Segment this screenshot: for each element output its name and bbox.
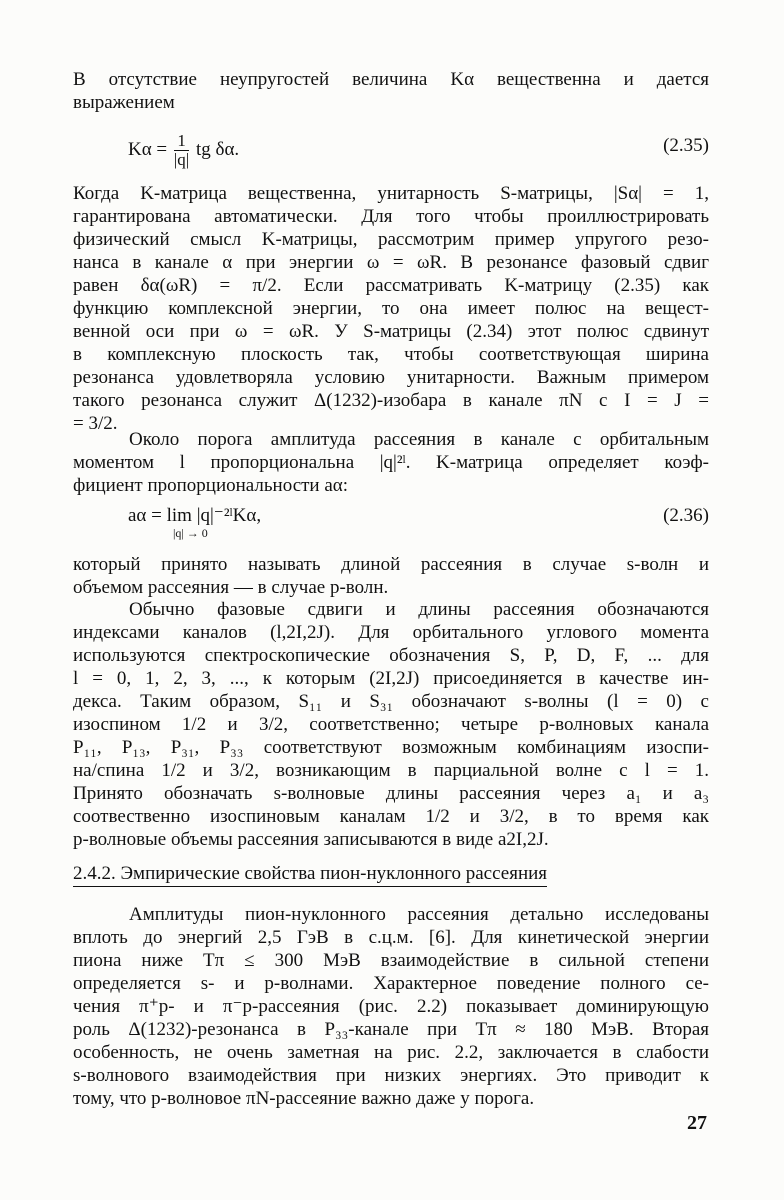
equation-body: aα = lim |q|⁻²ˡKα,: [128, 505, 262, 526]
text-line: нанса в канале α при энергии ω = ωR. В резонансе фазовый сдвиг: [73, 252, 709, 273]
text-line: p-волновые объемы рассеяния записываются в виде a2I,2J.: [73, 829, 549, 850]
text-line: P₁₁, P₁₃, P₃₁, P₃₃ соответствуют возможным комбинациям изоспи-: [73, 737, 709, 758]
text-line: тому, что p-волновое πN-рассеяние важно даже у порога.: [73, 1088, 535, 1109]
fraction-denominator: |q|: [173, 150, 190, 169]
equation-number: (2.36): [663, 505, 709, 526]
text-line: определяется s- и p-волнами. Характерное поведение полного се-: [73, 973, 709, 994]
page-number: 27: [687, 1112, 707, 1134]
text-line: Около порога амплитуда рассеяния в канале с орбитальным: [129, 429, 709, 450]
fraction-numerator: 1: [174, 132, 189, 151]
text-line: чения π⁺p- и π⁻p-рассеяния (рис. 2.2) показывает доминирующую: [73, 996, 709, 1017]
text-line: В отсутствие неупругостей величина Kα вещественна и дается: [73, 69, 709, 90]
equation-rhs: tg δα.: [195, 138, 240, 160]
text-line: Амплитуды пион-нуклонного рассеяния детально исследованы: [129, 904, 709, 925]
text-line: особенность, не очень заметная на рис. 2.2, заключается в слабости: [73, 1042, 709, 1063]
limit-subscript: |q| → 0: [173, 526, 208, 540]
text-line: гарантирована автоматически. Для того чтобы проиллюстрировать: [73, 206, 709, 227]
text-line: = 3/2.: [73, 413, 118, 434]
text-line: Обычно фазовые сдвиги и длины рассеяния обозначаются: [129, 599, 709, 620]
text-line: в комплексную плоскость так, чтобы соответствующая ширина: [73, 344, 709, 365]
text-line: такого резонанса служит Δ(1232)-изобара в канале πN с I = J =: [73, 390, 709, 411]
equation-body: [128, 132, 239, 169]
text-line: который принято называть длиной рассеяния в случае s-волн и: [73, 554, 709, 575]
fraction: [174, 132, 189, 169]
text-line: пиона ниже Tπ ≤ 300 МэВ взаимодействие в сильной степени: [73, 950, 709, 971]
text-line: резонанса удовлетворяла условию унитарности. Важным примером: [73, 367, 709, 388]
section-heading: 2.4.2. Эмпирические свойства пион-нуклонного рассеяния: [73, 862, 547, 887]
text-line: изоспином 1/2 и 3/2, соответственно; четыре p-волновых канала: [73, 714, 709, 735]
text-line: используются спектроскопические обозначения S, P, D, F, ... для: [73, 645, 709, 666]
equation-2-36: [73, 504, 709, 546]
equation-2-35: [73, 122, 709, 170]
text-line: венной оси при ω = ωR. У S-матрицы (2.34) этот полюс сдвинут: [73, 321, 709, 342]
text-line: s-волнового взаимодействия при низких энергиях. Это приводит к: [73, 1065, 709, 1086]
equation-number: (2.35): [663, 135, 709, 156]
text-line: декса. Таким образом, S₁₁ и S₃₁ обозначают s-волны (l = 0) с: [73, 691, 709, 712]
text-line: соотвественно изоспиновым каналам 1/2 и 3/2, в то время как: [73, 806, 709, 827]
equation-lhs: Kα =: [128, 138, 168, 160]
text-line: Принято обозначать s-волновые длины рассеяния через a₁ и a₃: [73, 783, 709, 804]
text-line: фициент пропорциональности aα:: [73, 475, 349, 496]
text-line: вплоть до энергий 2,5 ГэВ в с.ц.м. [6]. Для кинетической энергии: [73, 927, 709, 948]
text-line: физический смысл K-матрицы, рассмотрим пример упругого резо-: [73, 229, 709, 250]
text-line: индексами каналов (l,2I,2J). Для орбитального углового момента: [73, 622, 709, 643]
text-line: выражением: [73, 92, 175, 113]
text-line: функцию комплексной энергии, то она имеет полюс на вещест-: [73, 298, 709, 319]
text-line: равен δα(ωR) = π/2. Если рассматривать K-матрицу (2.35) как: [73, 275, 709, 296]
text-line: роль Δ(1232)-резонанса в P₃₃-канале при Tπ ≈ 180 МэВ. Вторая: [73, 1019, 709, 1040]
text-line: l = 0, 1, 2, 3, ..., к которым (2I,2J) присоединяется в качестве ин-: [73, 668, 709, 689]
text-line: Когда K-матрица вещественна, унитарность S-матрицы, |Sα| = 1,: [73, 183, 709, 204]
text-line: на/спина 1/2 и 3/2, возникающим в парциальной волне с l = 1.: [73, 760, 709, 781]
text-line: моментом l пропорциональна |q|²ˡ. K-матрица определяет коэф-: [73, 452, 709, 473]
text-line: объемом рассеяния — в случае p-волн.: [73, 577, 389, 598]
